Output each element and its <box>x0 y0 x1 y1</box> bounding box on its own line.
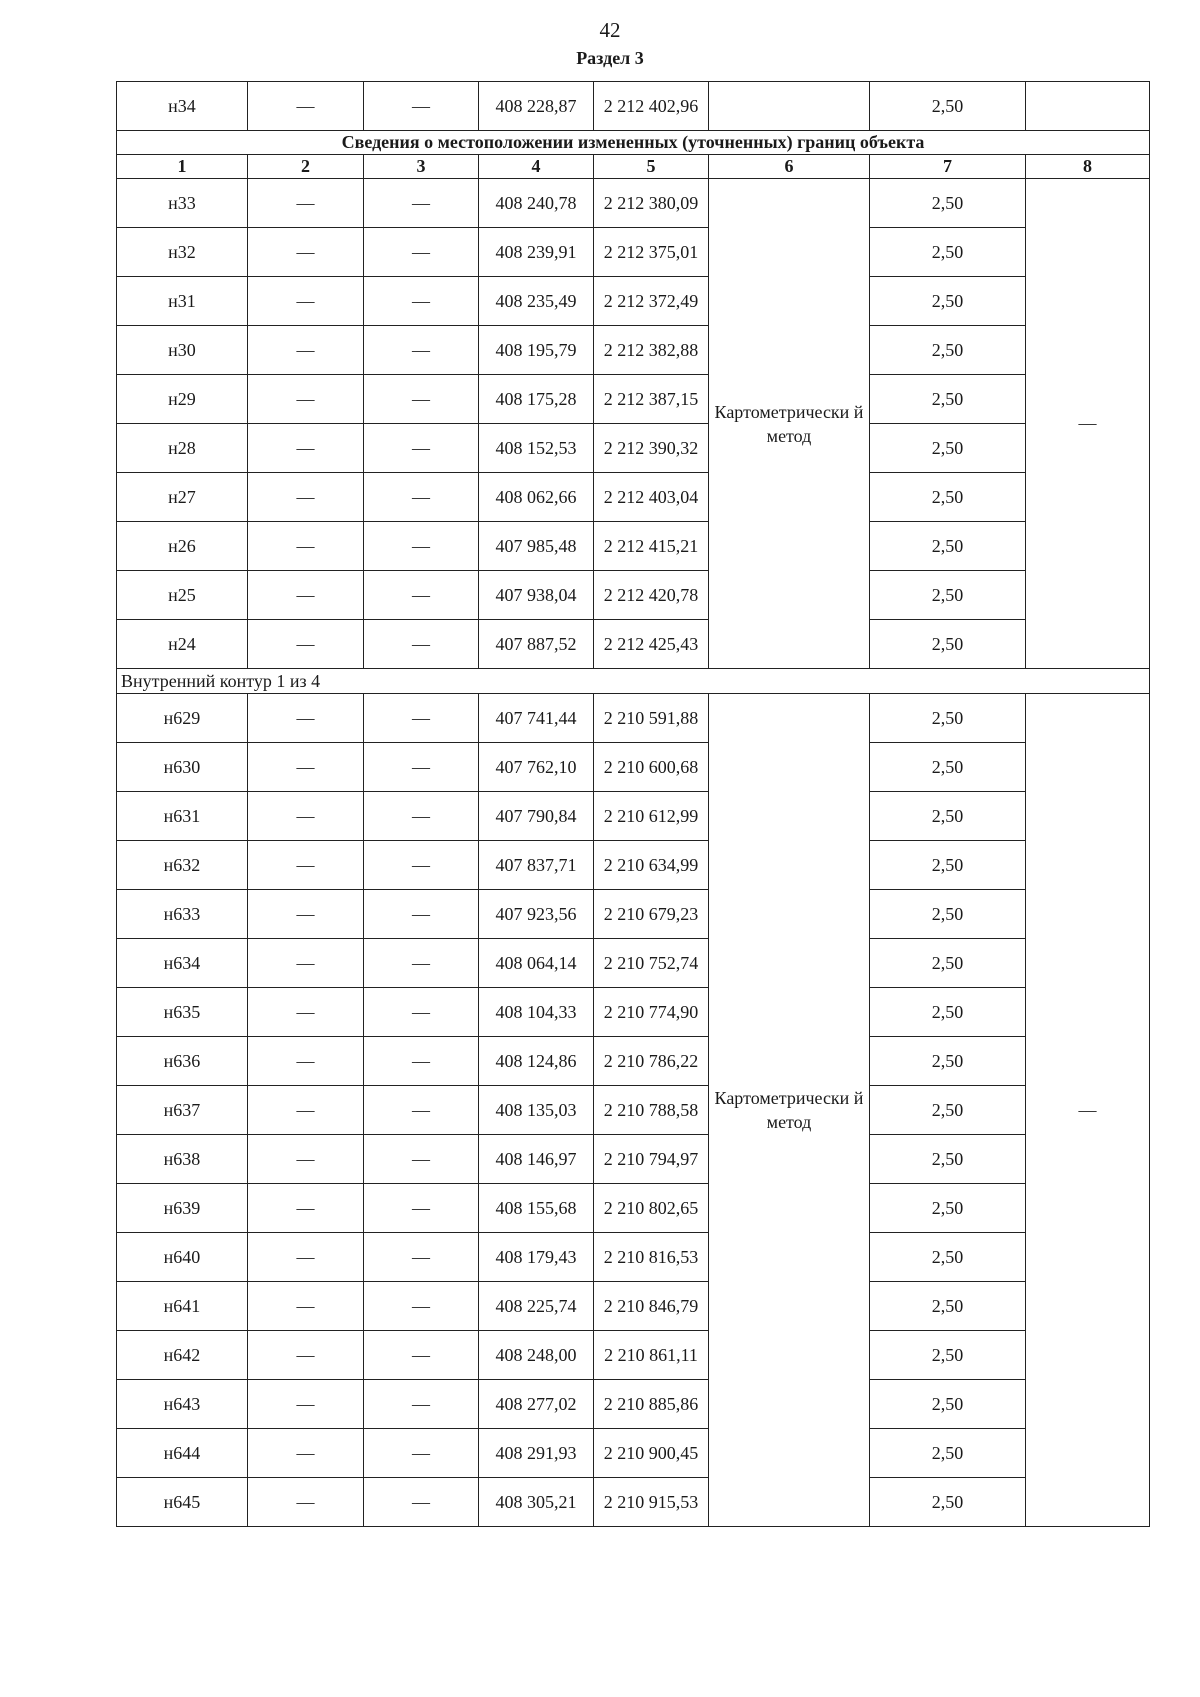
dash-cell: — <box>248 1429 364 1478</box>
x-coordinate-cell: 407 985,48 <box>479 522 594 571</box>
x-coordinate-cell: 407 762,10 <box>479 743 594 792</box>
x-coordinate-cell: 408 175,28 <box>479 375 594 424</box>
table-row <box>117 1331 1150 1380</box>
y-coordinate-cell: 2 212 403,04 <box>594 473 709 522</box>
dash-cell: — <box>364 277 479 326</box>
y-coordinate-cell: 2 212 382,88 <box>594 326 709 375</box>
y-coordinate-cell: 2 210 794,97 <box>594 1135 709 1184</box>
point-cell: н33 <box>117 179 248 228</box>
dash-cell: — <box>364 743 479 792</box>
y-coordinate-cell: 2 210 612,99 <box>594 792 709 841</box>
y-coordinate-cell: 2 212 375,01 <box>594 228 709 277</box>
table-row-top <box>117 82 1150 131</box>
dash-cell: — <box>364 473 479 522</box>
dash-cell: — <box>364 424 479 473</box>
dash-cell: — <box>364 890 479 939</box>
y-coordinate-cell: 2 210 900,45 <box>594 1429 709 1478</box>
table-row <box>117 228 1150 277</box>
dash-cell: — <box>248 571 364 620</box>
accuracy-cell: 2,50 <box>870 620 1026 669</box>
dash-cell: — <box>248 375 364 424</box>
accuracy-cell: 2,50 <box>870 1478 1026 1527</box>
table-row <box>117 890 1150 939</box>
table-title-row <box>117 131 1150 155</box>
dash-cell: — <box>364 1184 479 1233</box>
y-coordinate-cell: 2 210 816,53 <box>594 1233 709 1282</box>
dash-cell: — <box>248 694 364 743</box>
dash-cell: — <box>248 792 364 841</box>
coordinates-table <box>116 81 1150 1527</box>
accuracy-cell: 2,50 <box>870 694 1026 743</box>
dash-cell: — <box>364 179 479 228</box>
table-row <box>117 1086 1150 1135</box>
x-coordinate-cell: 407 741,44 <box>479 694 594 743</box>
y-coordinate-cell: 2 212 372,49 <box>594 277 709 326</box>
dash-cell: — <box>248 424 364 473</box>
table-row <box>117 1233 1150 1282</box>
column-8-cell: — <box>1026 179 1150 669</box>
point-cell: н633 <box>117 890 248 939</box>
column-number: 5 <box>594 155 709 179</box>
dash-cell: — <box>248 326 364 375</box>
y-coordinate-cell: 2 210 861,11 <box>594 1331 709 1380</box>
dash-cell: — <box>248 1037 364 1086</box>
dash-cell: — <box>364 792 479 841</box>
dash-cell: — <box>364 228 479 277</box>
column-number: 4 <box>479 155 594 179</box>
method-cell: Картометрически й метод <box>709 179 870 669</box>
y-coordinate-cell: 2 212 390,32 <box>594 424 709 473</box>
x-coordinate-cell: 408 235,49 <box>479 277 594 326</box>
dash-cell: — <box>248 228 364 277</box>
dash-cell: — <box>364 1037 479 1086</box>
dash-cell: — <box>364 375 479 424</box>
accuracy-cell: 2,50 <box>870 792 1026 841</box>
y-coordinate-cell: 2 210 591,88 <box>594 694 709 743</box>
method-cell: Картометрически й метод <box>709 694 870 1527</box>
dash-cell: — <box>364 1331 479 1380</box>
point-cell: н635 <box>117 988 248 1037</box>
point-cell: н630 <box>117 743 248 792</box>
dash-cell: — <box>364 1478 479 1527</box>
table-row <box>117 841 1150 890</box>
y-coordinate-cell: 2 210 786,22 <box>594 1037 709 1086</box>
point-cell: н637 <box>117 1086 248 1135</box>
dash-cell: — <box>364 841 479 890</box>
point-cell: н34 <box>117 82 248 131</box>
dash-cell: — <box>248 1086 364 1135</box>
dash-cell: — <box>364 1282 479 1331</box>
x-coordinate-cell: 408 291,93 <box>479 1429 594 1478</box>
table-row <box>117 424 1150 473</box>
table-row <box>117 1478 1150 1527</box>
contour-label: Внутренний контур 1 из 4 <box>117 669 1150 694</box>
dash-cell: — <box>364 1086 479 1135</box>
dash-cell: — <box>248 277 364 326</box>
table-row <box>117 620 1150 669</box>
table-row <box>117 1429 1150 1478</box>
accuracy-cell: 2,50 <box>870 890 1026 939</box>
x-coordinate-cell: 408 248,00 <box>479 1331 594 1380</box>
x-coordinate-cell: 407 790,84 <box>479 792 594 841</box>
column-number: 7 <box>870 155 1026 179</box>
y-coordinate-cell: 2 210 752,74 <box>594 939 709 988</box>
accuracy-cell: 2,50 <box>870 473 1026 522</box>
accuracy-cell: 2,50 <box>870 571 1026 620</box>
point-cell: н28 <box>117 424 248 473</box>
accuracy-cell: 2,50 <box>870 939 1026 988</box>
dash-cell: — <box>364 620 479 669</box>
table-row <box>117 1135 1150 1184</box>
page-number: 42 <box>599 18 621 42</box>
x-coordinate-cell: 408 064,14 <box>479 939 594 988</box>
dash-cell: — <box>364 939 479 988</box>
dash-cell: — <box>364 1135 479 1184</box>
dash-cell: — <box>364 694 479 743</box>
x-coordinate-cell: 408 062,66 <box>479 473 594 522</box>
dash-cell: — <box>248 841 364 890</box>
table-row <box>117 522 1150 571</box>
x-coordinate-cell: 407 938,04 <box>479 571 594 620</box>
y-coordinate-cell: 2 210 600,68 <box>594 743 709 792</box>
y-coordinate-cell: 2 210 788,58 <box>594 1086 709 1135</box>
dash-cell: — <box>248 890 364 939</box>
point-cell: н30 <box>117 326 248 375</box>
table-row <box>117 326 1150 375</box>
point-cell: н26 <box>117 522 248 571</box>
dash-cell: — <box>248 988 364 1037</box>
y-coordinate-cell: 2 212 415,21 <box>594 522 709 571</box>
x-coordinate-cell: 408 277,02 <box>479 1380 594 1429</box>
y-coordinate-cell: 2 212 387,15 <box>594 375 709 424</box>
x-coordinate-cell: 408 239,91 <box>479 228 594 277</box>
y-coordinate-cell: 2 212 402,96 <box>594 82 709 131</box>
table-row <box>117 375 1150 424</box>
table-row <box>117 1037 1150 1086</box>
accuracy-cell: 2,50 <box>870 1184 1026 1233</box>
y-coordinate-cell: 2 210 802,65 <box>594 1184 709 1233</box>
point-cell: н27 <box>117 473 248 522</box>
dash-cell: — <box>364 1380 479 1429</box>
y-coordinate-cell: 2 212 420,78 <box>594 571 709 620</box>
point-cell: н634 <box>117 939 248 988</box>
table-row <box>117 988 1150 1037</box>
dash-cell: — <box>248 620 364 669</box>
table-row <box>117 743 1150 792</box>
column-8-cell <box>1026 82 1150 131</box>
dash-cell: — <box>364 82 479 131</box>
y-coordinate-cell: 2 210 885,86 <box>594 1380 709 1429</box>
x-coordinate-cell: 407 887,52 <box>479 620 594 669</box>
point-cell: н642 <box>117 1331 248 1380</box>
table-row <box>117 277 1150 326</box>
point-cell: н29 <box>117 375 248 424</box>
point-cell: н31 <box>117 277 248 326</box>
dash-cell: — <box>248 473 364 522</box>
point-cell: н632 <box>117 841 248 890</box>
x-coordinate-cell: 408 104,33 <box>479 988 594 1037</box>
dash-cell: — <box>248 1184 364 1233</box>
point-cell: н640 <box>117 1233 248 1282</box>
point-cell: н25 <box>117 571 248 620</box>
x-coordinate-cell: 408 152,53 <box>479 424 594 473</box>
dash-cell: — <box>364 326 479 375</box>
accuracy-cell: 2,50 <box>870 424 1026 473</box>
x-coordinate-cell: 408 135,03 <box>479 1086 594 1135</box>
x-coordinate-cell: 408 146,97 <box>479 1135 594 1184</box>
point-cell: н638 <box>117 1135 248 1184</box>
y-coordinate-cell: 2 210 679,23 <box>594 890 709 939</box>
y-coordinate-cell: 2 212 380,09 <box>594 179 709 228</box>
dash-cell: — <box>248 1233 364 1282</box>
y-coordinate-cell: 2 210 774,90 <box>594 988 709 1037</box>
accuracy-cell: 2,50 <box>870 1380 1026 1429</box>
accuracy-cell: 2,50 <box>870 1429 1026 1478</box>
column-number: 2 <box>248 155 364 179</box>
x-coordinate-cell: 408 155,68 <box>479 1184 594 1233</box>
dash-cell: — <box>248 522 364 571</box>
dash-cell: — <box>364 1429 479 1478</box>
x-coordinate-cell: 408 179,43 <box>479 1233 594 1282</box>
y-coordinate-cell: 2 210 846,79 <box>594 1282 709 1331</box>
point-cell: н629 <box>117 694 248 743</box>
column-numbers-row <box>117 155 1150 179</box>
column-number: 1 <box>117 155 248 179</box>
point-cell: н24 <box>117 620 248 669</box>
dash-cell: — <box>248 939 364 988</box>
accuracy-cell: 2,50 <box>870 179 1026 228</box>
dash-cell: — <box>248 1135 364 1184</box>
dash-cell: — <box>364 522 479 571</box>
table-row <box>117 1184 1150 1233</box>
point-cell: н644 <box>117 1429 248 1478</box>
dash-cell: — <box>248 1478 364 1527</box>
dash-cell: — <box>364 1233 479 1282</box>
point-cell: н639 <box>117 1184 248 1233</box>
accuracy-cell: 2,50 <box>870 375 1026 424</box>
accuracy-cell: 2,50 <box>870 82 1026 131</box>
table-row <box>117 694 1150 743</box>
point-cell: н631 <box>117 792 248 841</box>
accuracy-cell: 2,50 <box>870 1331 1026 1380</box>
dash-cell: — <box>248 179 364 228</box>
accuracy-cell: 2,50 <box>870 326 1026 375</box>
x-coordinate-cell: 407 837,71 <box>479 841 594 890</box>
accuracy-cell: 2,50 <box>870 522 1026 571</box>
table-title: Сведения о местоположении измененных (уточненных) границ объекта <box>117 131 1150 155</box>
dash-cell: — <box>248 82 364 131</box>
table-row <box>117 1380 1150 1429</box>
point-cell: н645 <box>117 1478 248 1527</box>
dash-cell: — <box>248 1380 364 1429</box>
x-coordinate-cell: 408 240,78 <box>479 179 594 228</box>
dash-cell: — <box>364 571 479 620</box>
contour-row <box>117 669 1150 694</box>
table-row <box>117 1282 1150 1331</box>
x-coordinate-cell: 408 225,74 <box>479 1282 594 1331</box>
point-cell: н32 <box>117 228 248 277</box>
accuracy-cell: 2,50 <box>870 743 1026 792</box>
y-coordinate-cell: 2 212 425,43 <box>594 620 709 669</box>
column-8-cell: — <box>1026 694 1150 1527</box>
table-row <box>117 179 1150 228</box>
column-number: 8 <box>1026 155 1150 179</box>
table-row <box>117 939 1150 988</box>
point-cell: н643 <box>117 1380 248 1429</box>
y-coordinate-cell: 2 210 634,99 <box>594 841 709 890</box>
dash-cell: — <box>248 743 364 792</box>
dash-cell: — <box>248 1282 364 1331</box>
point-cell: н641 <box>117 1282 248 1331</box>
dash-cell: — <box>248 1331 364 1380</box>
accuracy-cell: 2,50 <box>870 841 1026 890</box>
accuracy-cell: 2,50 <box>870 277 1026 326</box>
accuracy-cell: 2,50 <box>870 988 1026 1037</box>
accuracy-cell: 2,50 <box>870 228 1026 277</box>
accuracy-cell: 2,50 <box>870 1135 1026 1184</box>
method-cell <box>709 82 870 131</box>
accuracy-cell: 2,50 <box>870 1233 1026 1282</box>
point-cell: н636 <box>117 1037 248 1086</box>
table-row <box>117 792 1150 841</box>
accuracy-cell: 2,50 <box>870 1086 1026 1135</box>
x-coordinate-cell: 407 923,56 <box>479 890 594 939</box>
section-title: Раздел 3 <box>576 48 644 68</box>
table-row <box>117 571 1150 620</box>
column-number: 3 <box>364 155 479 179</box>
accuracy-cell: 2,50 <box>870 1282 1026 1331</box>
x-coordinate-cell: 408 124,86 <box>479 1037 594 1086</box>
y-coordinate-cell: 2 210 915,53 <box>594 1478 709 1527</box>
x-coordinate-cell: 408 195,79 <box>479 326 594 375</box>
table-row <box>117 473 1150 522</box>
x-coordinate-cell: 408 305,21 <box>479 1478 594 1527</box>
x-coordinate-cell: 408 228,87 <box>479 82 594 131</box>
accuracy-cell: 2,50 <box>870 1037 1026 1086</box>
column-number: 6 <box>709 155 870 179</box>
dash-cell: — <box>364 988 479 1037</box>
